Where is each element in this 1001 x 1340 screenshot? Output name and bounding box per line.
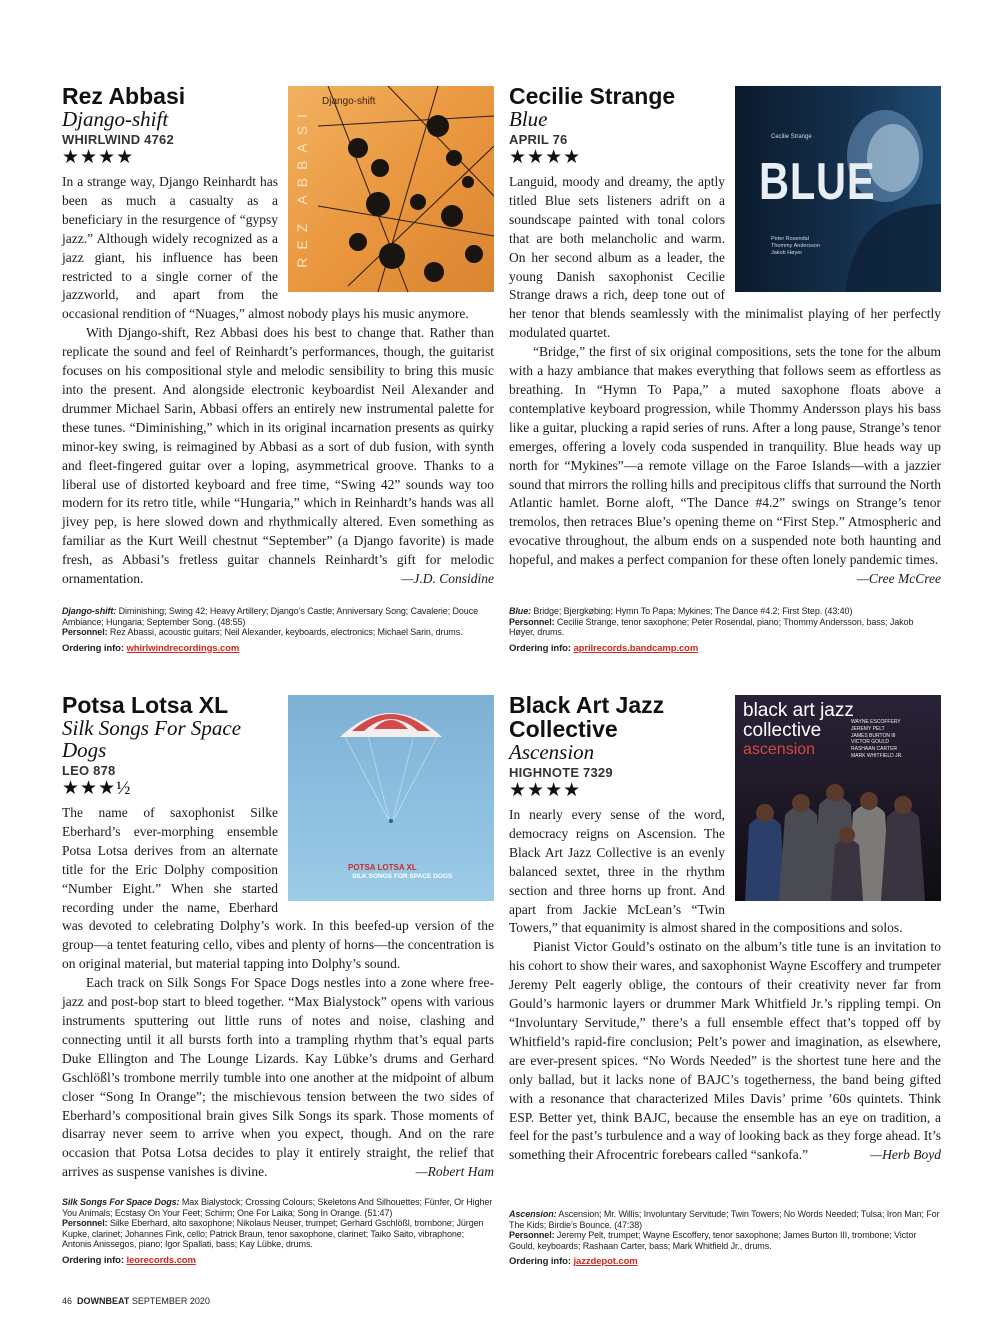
track-list: Ascension; Mr. Willis; Involuntary Servitude; Twin Towers; No Words Needed; Tulsa; Iron Man; For The Kids; Birdie’s Bounce. (47:38) [509,1209,940,1230]
issue-date: SEPTEMBER 2020 [131,1296,210,1306]
review-paragraph: Each track on Silk Songs For Space Dogs nestles into a zone where free-jazz and post-bop start to bleed together. “Max Bialystock” opens with various instruments sputtering out little runs of notes and noise, clashing and connecting until it all bursts forth into a trampling rhythm that’s equal parts Duke Ellington and The Lounge Lizards. Kay Lübke’s drums and Gerhard Gschlößl’s trombone merrily tumble into one another at the midpoint of album closer “Song In Orange”; the mischievous tension between the two sides of Eberhard’s compositional brain gives Silk Songs its spark. Those moments of disarray never seem to arrive when you expect, though. And on the rare occasion that Potsa Lotsa decides to play it entirely straight, the relief that arrives as suspense vanishes is divine. —Robert Ham [62,974,494,1182]
album-cover-blue [735,86,941,292]
album-cover-django-shift [288,86,494,292]
artist-name: Potsa Lotsa XL [62,692,229,718]
review-potsa-lotsa-xl [62,693,494,1182]
ordering-link[interactable]: jazzdepot.com [573,1256,638,1267]
record-label: APRIL 76 [509,132,568,147]
info-title: Silk Songs For Space Dogs: [62,1197,180,1207]
album-title: Blue [509,107,548,131]
review-paragraph: Languid, moody and dreamy, the aptly titled Blue sets listeners adrift on a soundscape painted with tonal colors that are both melancholic and warm. On her second album as a leader, the young Danish saxophonist Cecilie Strange draws a rich, deep tone out of her tenor that blends seamlessly with the minimalist playing of her perfectly modulated quartet. [509,174,941,341]
review-paragraph: In a strange way, Django Reinhardt has been as much a casualty as a beneficiary in the resurgence of “gypsy jazz.” Although widely recognized as a jazz giant, his influence has been restricted to a single corner of the jazzworld, and apart from the occasional rendition of “Nuages,” almost nobody plays his music anymore. [62,174,469,322]
reviewer-byline: —J.D. Considine [401,571,494,587]
cover-art-graphic [288,86,494,292]
review-paragraph: Pianist Victor Gould’s ostinato on the album’s title tune is an invitation to his cohort to show their wares, and saxophonist Wayne Escoffery and trumpeter Jeremy Pelt eagerly oblige, the contours of their creativity never far from Gould’s harmonic layers or drummer Mark Whitfield Jr.’s rippling tempi. On “Involuntary Servitude,” there’s a full ensemble effect that’s topped off by Whitfield’s rapid-fire conclusion; Pelt’s power and imagination, as elsewhere, are ever-present spices. “No Words Needed” is the shortest tune here and the only ballad, but it lacks none of BAJC’s togetherness, the band being gifted with a resonance that characterized Miles Davis’ prime ’60s quintets. Think ESP. Better yet, think BAJC, because the ensemble has an eye on tradition, a feel for the past’s turbulence and a way of looking back as they forge ahead. It’s something their Afrocentric forebears called “sankofa.” —Herb Boyd [509,938,941,1165]
cover-credits: Peter Rosendal Thommy Andersson Jakob Høyer [771,236,820,256]
cover-title-text: Django-shift [322,96,376,107]
reviewer-byline: —Robert Ham [415,1164,494,1180]
reviewer-byline: —Cree McCree [856,571,941,587]
cover-title-1: POTSA LOTSA XL [348,863,417,872]
star-rating: ★★★★ [62,147,135,168]
album-title: Ascension [509,740,595,764]
cover-line-3: ascension [743,741,816,758]
cover-artist-text: REZ ABBASI [294,106,310,268]
review-rez-abbasi [62,84,494,589]
cover-line-1: black art jazz collective [743,700,854,741]
album-info [509,1209,941,1268]
track-list: Max Bialystock; Crossing Colours; Skeletons And Silhouettes; Fünfer, Or Higher You Animals; Ecstasy On Your Feet; Schirm; One For Laika; Song In Orange. (51:47) [62,1197,493,1218]
star-rating: ★★★★ [509,147,582,168]
info-title: Ascension: [509,1209,557,1219]
review-paragraph: The name of saxophonist Silke Eberhard’s ever-morphing ensemble Potsa Lotsa derives from an alternate title for the Eric Dolphy composition “Number Eight.” When she started recording under the name, Eberhard was devoted to celebrating Dolphy’s work. In this beefed-up version of the group—a tentet featuring cello, vibes and plenty of horns—the concentration is on original material, but material tapping into Dolphy’s sound. [62,805,494,972]
album-info [509,606,941,654]
star-rating: ★★★½ [62,778,132,799]
review-black-art-jazz-collective [509,693,941,1165]
page-number: 46 [62,1296,73,1306]
personnel-label: Personnel: [509,1230,555,1240]
ordering-link[interactable]: whirlwindrecordings.com [126,642,240,654]
ordering-label: Ordering info: [62,642,124,654]
personnel-list: Cecilie Strange, tenor saxophone; Peter Rosendal, piano; Thommy Andersson, bass; Jakob Høyer, drums. [509,616,914,637]
artist-name: Cecilie Strange [509,83,676,109]
cover-big-text: BLUE [759,153,876,211]
album-cover-silk-songs [288,695,494,901]
artist-name: Rez Abbasi [62,83,186,109]
personnel-label: Personnel: [62,1218,108,1228]
album-title: Silk Songs For Space Dogs [62,716,242,762]
info-title: Blue: [509,606,532,616]
reviewer-byline: —Herb Boyd [870,1147,941,1163]
personnel-list: Rez Abassi, acoustic guitars; Neil Alexander, keyboards, electronics; Michael Sarin, drums. [109,627,463,637]
album-title: Django-shift [62,107,169,131]
personnel-list: Jeremy Pelt, trumpet; Wayne Escoffery, tenor saxophone; James Burton III, trombone; Victor Gould, keyboards; Rashaan Carter, bass; Mark Whitfield Jr., drums. [509,1230,917,1251]
info-title: Django-shift: [62,606,117,616]
page-footer [62,1296,210,1306]
ordering-label: Ordering info: [62,1254,124,1266]
magazine-name: DOWNBEAT [77,1296,130,1306]
personnel-label: Personnel: [509,616,555,627]
artist-name: Black Art Jazz Collective [509,692,665,742]
review-paragraph: “Bridge,” the first of six original compositions, sets the tone for the album with a hazy ambiance that makes everything that follows seem as effortless as breathing. In “Hymn To Papa,” a muted saxophone floats above a contemplative keyboard progression, while Thommy Andersson plays his bass like a guitar, plucking a rapid series of runs. After a long pause, Strange’s tenor emerges, offering a lovely coda suspended in tranquility. Blue heads way up north for “Mykines”—a remote village on the Faroe Islands—with a jazzier sound that mirrors the rolling hills and precipitous cliffs that surround the North Atlantic hamlet. Borne aloft, “The Dance #4.2” swings on Strange’s tenor tremolos, then retraces Blue’s opening theme on “First Step.” Atmospheric and evocative throughout, the album ends on a suspended note both haunting and hopeful, and makes a perfect companion for these often lonely pandemic times. —Cree McCree [509,343,941,570]
cover-title-2: SILK SONGS FOR SPACE DOGS [352,873,453,880]
album-info [62,606,494,654]
ordering-link[interactable]: leorecords.com [126,1254,196,1266]
cover-name-text: Cecilie Strange [771,134,812,140]
ordering-label: Ordering info: [509,642,571,654]
record-label: HIGHNOTE 7329 [509,765,613,780]
record-label: WHIRLWIND 4762 [62,132,174,147]
review-paragraph: In nearly every sense of the word, democracy reigns on Ascension. The Black Art Jazz Collective is an evenly balanced sextet, three in the rhythm section and three horns up front. And apart from Jackie McLean’s “Twin Towers,” that equanimity is almost shared in the compositions and solos. [509,807,903,936]
cover-credits: WAYNE ESCOFFERY JEREMY PELT JAMES BURTON III VICTOR GOULD RASHAAN CARTER MARK WHITFIELD JR. [851,719,903,759]
review-paragraph: With Django-shift, Rez Abbasi does his best to change that. Rather than replicate the sound and feel of Reinhardt’s performances, though, the guitarist focuses on his compositional style and melodic sensibility to bring this music into the present. And alongside electronic keyboardist Neil Alexander and drummer Michael Sarin, Abbasi offers an entirely new instrumental palette for these tunes. “Diminishing,” which in its original incarnation presents as quirky minor-key swing, is reimagined by Abbasi as a sort of dub fusion, with synth and fleet-fingered guitar over a loping, asymmetrical groove. Thanks to a liberal use of distorted keyboard and free time, “Swing 42” sounds way too modern for its retro title, while “Hungaria,” which in Reinhardt’s hands was all jivey pep, is here slowed down and rhythmically altered. Even something as familiar as the Kurt Weill chestnut “September” (a Django favorite) is made fresh, as Abbasi’s fretless guitar channels Reinhardt’s gift for melodic ornamentation. —J.D. Considine [62,324,494,589]
record-label: LEO 878 [62,763,116,778]
ordering-label: Ordering info: [509,1256,571,1267]
track-list: Bridge; Bjergkøbing; Hymn To Papa; Mykines; The Dance #4.2; First Step. (43:40) [533,606,853,616]
album-cover-ascension [735,695,941,901]
personnel-list: Silke Eberhard, alto saxophone; Nikolaus Neuser, trumpet; Gerhard Gschlößl, trombone; Jürgen Kupke, clarinet; Johannes Fink, cello; Patrick Braun, tenor saxophone, clarinet; Taiko Saito, vibraphone; Antonis Anissegos, piano; Igor Spallati, bass; Kay Lübke, drums. [62,1218,484,1249]
review-cecilie-strange [509,84,941,589]
star-rating: ★★★★ [509,780,582,801]
ordering-link[interactable]: aprilrecords.bandcamp.com [573,642,699,654]
album-info [62,1197,494,1266]
track-list: Diminishing; Swing 42; Heavy Artillery; Django’s Castle; Anniversary Song; Cavalerie; Douce Ambiance; Hungaria; September Song. (48:55) [62,606,479,627]
personnel-label: Personnel: [62,627,108,637]
